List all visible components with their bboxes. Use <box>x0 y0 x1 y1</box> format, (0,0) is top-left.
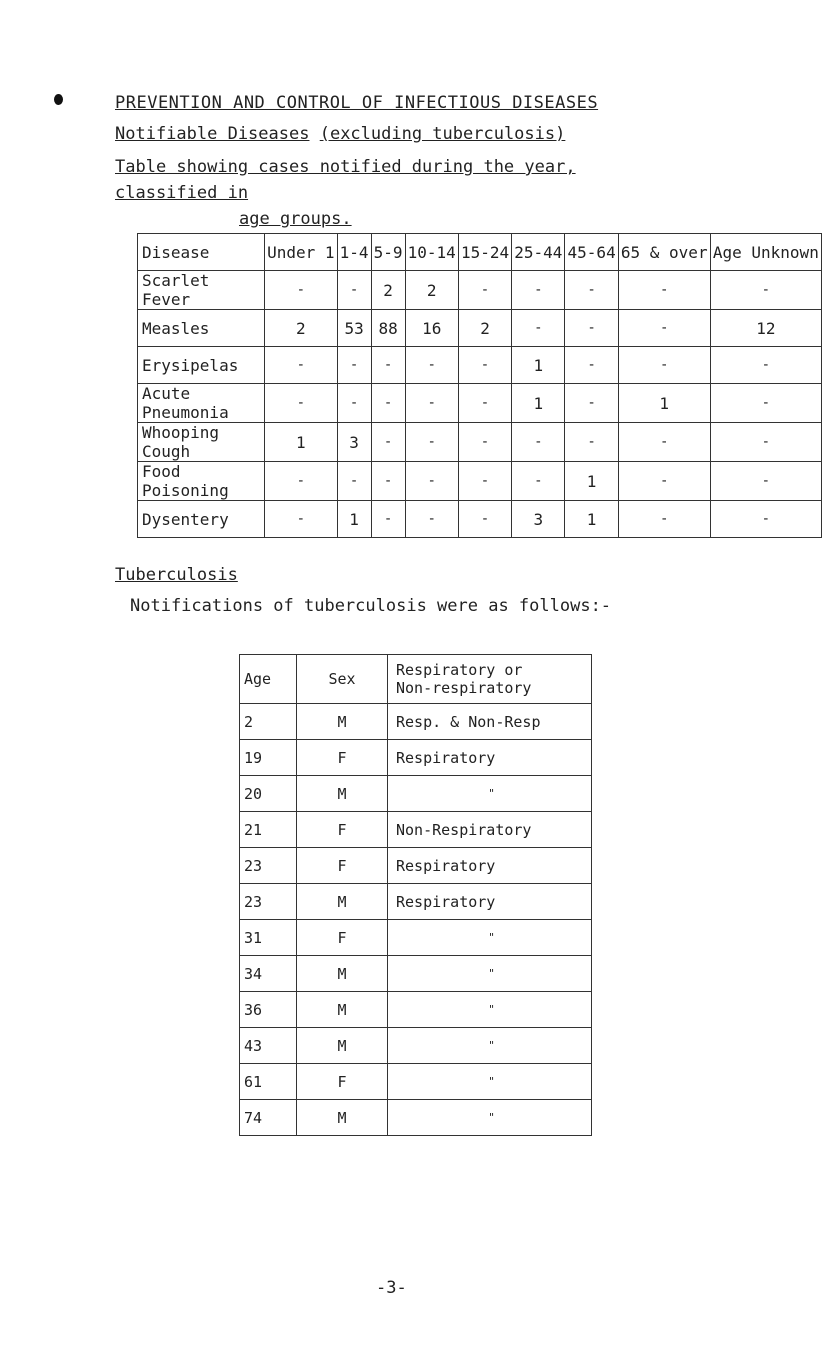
case-count: - <box>337 347 371 384</box>
tb-type: Respiratory <box>388 740 592 776</box>
table-row <box>240 1028 592 1064</box>
case-count: - <box>710 423 821 462</box>
patient-sex: F <box>297 812 388 848</box>
case-count: 2 <box>405 271 458 310</box>
case-count: - <box>565 384 618 423</box>
case-count: - <box>371 462 405 501</box>
case-count: - <box>458 501 511 538</box>
case-count: - <box>405 423 458 462</box>
patient-sex: M <box>297 1028 388 1064</box>
case-count: - <box>458 462 511 501</box>
case-count: - <box>405 462 458 501</box>
case-count: - <box>265 347 338 384</box>
case-count: - <box>337 384 371 423</box>
case-count: - <box>512 423 565 462</box>
case-count: - <box>458 423 511 462</box>
case-count: - <box>405 347 458 384</box>
case-count: - <box>618 462 710 501</box>
case-count: - <box>512 271 565 310</box>
table-row <box>138 310 822 347</box>
table-row <box>240 740 592 776</box>
caption-line-1: Table showing cases notified during the year, classified in <box>115 157 576 203</box>
case-count: - <box>458 384 511 423</box>
case-count: - <box>618 347 710 384</box>
case-count: 1 <box>337 501 371 538</box>
case-count: - <box>565 423 618 462</box>
patient-sex: M <box>297 884 388 920</box>
table-caption <box>115 154 675 232</box>
tb-type: " <box>388 956 592 992</box>
case-count: 1 <box>512 347 565 384</box>
patient-sex: M <box>297 776 388 812</box>
patient-sex: M <box>297 1100 388 1136</box>
patient-age: 21 <box>240 812 297 848</box>
col-disease-header: Disease <box>138 234 265 271</box>
case-count: 1 <box>565 462 618 501</box>
case-count: - <box>265 462 338 501</box>
case-count: - <box>265 271 338 310</box>
patient-age: 36 <box>240 992 297 1028</box>
table-row <box>138 347 822 384</box>
case-count: 53 <box>337 310 371 347</box>
case-count: 1 <box>265 423 338 462</box>
patient-age: 31 <box>240 920 297 956</box>
disease-name: Whooping Cough <box>138 423 265 462</box>
patient-sex: F <box>297 848 388 884</box>
case-count: 3 <box>512 501 565 538</box>
disease-name: Food Poisoning <box>138 462 265 501</box>
col-age-group-header: 15-24 <box>458 234 511 271</box>
col-age-group-header: 5-9 <box>371 234 405 271</box>
col-age-group-header: 45-64 <box>565 234 618 271</box>
tb-type: " <box>388 1028 592 1064</box>
patient-age: 74 <box>240 1100 297 1136</box>
table-row <box>138 462 822 501</box>
table-row <box>240 920 592 956</box>
case-count: - <box>458 347 511 384</box>
table-row <box>240 776 592 812</box>
patient-age: 34 <box>240 956 297 992</box>
bullet-mark <box>54 94 63 105</box>
disease-name: Measles <box>138 310 265 347</box>
table-row <box>138 423 822 462</box>
patient-age: 2 <box>240 704 297 740</box>
col-age-header: Age <box>240 655 297 704</box>
tb-type: " <box>388 1100 592 1136</box>
patient-age: 61 <box>240 1064 297 1100</box>
case-count: 2 <box>265 310 338 347</box>
case-count: - <box>337 271 371 310</box>
case-count: 88 <box>371 310 405 347</box>
tb-type: " <box>388 1064 592 1100</box>
case-count: - <box>371 423 405 462</box>
case-count: - <box>371 501 405 538</box>
table-row <box>240 1064 592 1100</box>
col-age-group-header: Under 1 <box>265 234 338 271</box>
tuberculosis-table <box>239 654 592 1136</box>
case-count: - <box>371 347 405 384</box>
case-count: - <box>405 384 458 423</box>
table-row <box>138 384 822 423</box>
diseases-header-row <box>138 234 822 271</box>
page-subtitle <box>115 124 565 144</box>
col-type-header-line2: Non-respiratory <box>396 679 532 697</box>
tb-type: Resp. & Non-Resp <box>388 704 592 740</box>
caption-line-2: age groups. <box>239 209 352 229</box>
case-count: - <box>512 462 565 501</box>
col-age-group-header: 25-44 <box>512 234 565 271</box>
page-number: -3- <box>376 1278 407 1298</box>
patient-sex: M <box>297 992 388 1028</box>
subtitle-main: Notifiable Diseases <box>115 124 310 144</box>
col-age-group-header: Age Unknown <box>710 234 821 271</box>
patient-sex: F <box>297 1064 388 1100</box>
col-age-group-header: 10-14 <box>405 234 458 271</box>
patient-age: 43 <box>240 1028 297 1064</box>
case-count: - <box>405 501 458 538</box>
case-count: - <box>618 271 710 310</box>
page-title: PREVENTION AND CONTROL OF INFECTIOUS DISEASES <box>115 93 599 113</box>
table-row <box>240 848 592 884</box>
patient-sex: M <box>297 956 388 992</box>
disease-name: Erysipelas <box>138 347 265 384</box>
case-count: - <box>565 271 618 310</box>
col-type-header-line1: Respiratory or <box>396 661 523 679</box>
case-count: - <box>337 462 371 501</box>
col-age-group-header: 65 & over <box>618 234 710 271</box>
case-count: - <box>565 310 618 347</box>
case-count: - <box>710 462 821 501</box>
case-count: - <box>265 501 338 538</box>
patient-age: 23 <box>240 848 297 884</box>
case-count: - <box>512 310 565 347</box>
case-count: 1 <box>512 384 565 423</box>
case-count: 12 <box>710 310 821 347</box>
subtitle-paren: (excluding tuberculosis) <box>319 124 566 144</box>
patient-sex: F <box>297 920 388 956</box>
case-count: 2 <box>371 271 405 310</box>
diseases-table-body <box>138 271 822 538</box>
patient-age: 23 <box>240 884 297 920</box>
tb-type: Respiratory <box>388 848 592 884</box>
case-count: - <box>710 384 821 423</box>
table-row <box>240 956 592 992</box>
case-count: - <box>710 347 821 384</box>
patient-age: 20 <box>240 776 297 812</box>
col-age-group-header: 1-4 <box>337 234 371 271</box>
case-count: - <box>618 501 710 538</box>
tb-type: " <box>388 776 592 812</box>
table-row <box>240 812 592 848</box>
case-count: 3 <box>337 423 371 462</box>
patient-age: 19 <box>240 740 297 776</box>
case-count: 16 <box>405 310 458 347</box>
disease-name: Acute Pneumonia <box>138 384 265 423</box>
case-count: - <box>565 347 618 384</box>
col-type-header <box>388 655 592 704</box>
tb-type: " <box>388 920 592 956</box>
case-count: - <box>710 271 821 310</box>
col-sex-header: Sex <box>297 655 388 704</box>
table-row <box>240 1100 592 1136</box>
table-row <box>138 501 822 538</box>
tuberculosis-table-body <box>240 704 592 1136</box>
patient-sex: M <box>297 704 388 740</box>
tb-type: Respiratory <box>388 884 592 920</box>
disease-name: Dysentery <box>138 501 265 538</box>
diseases-table <box>137 233 822 538</box>
tb-type: Non-Respiratory <box>388 812 592 848</box>
table-row <box>240 884 592 920</box>
case-count: - <box>371 384 405 423</box>
tb-type: " <box>388 992 592 1028</box>
table-row <box>240 704 592 740</box>
case-count: - <box>710 501 821 538</box>
table-row <box>240 992 592 1028</box>
tuberculosis-header-row <box>240 655 592 704</box>
case-count: - <box>458 271 511 310</box>
disease-name: Scarlet Fever <box>138 271 265 310</box>
case-count: 1 <box>618 384 710 423</box>
case-count: - <box>618 423 710 462</box>
case-count: 1 <box>565 501 618 538</box>
patient-sex: F <box>297 740 388 776</box>
case-count: - <box>265 384 338 423</box>
tuberculosis-intro: Notifications of tuberculosis were as follows:- <box>130 596 612 616</box>
case-count: 2 <box>458 310 511 347</box>
case-count: - <box>618 310 710 347</box>
table-row <box>138 271 822 310</box>
tuberculosis-heading: Tuberculosis <box>115 565 238 585</box>
